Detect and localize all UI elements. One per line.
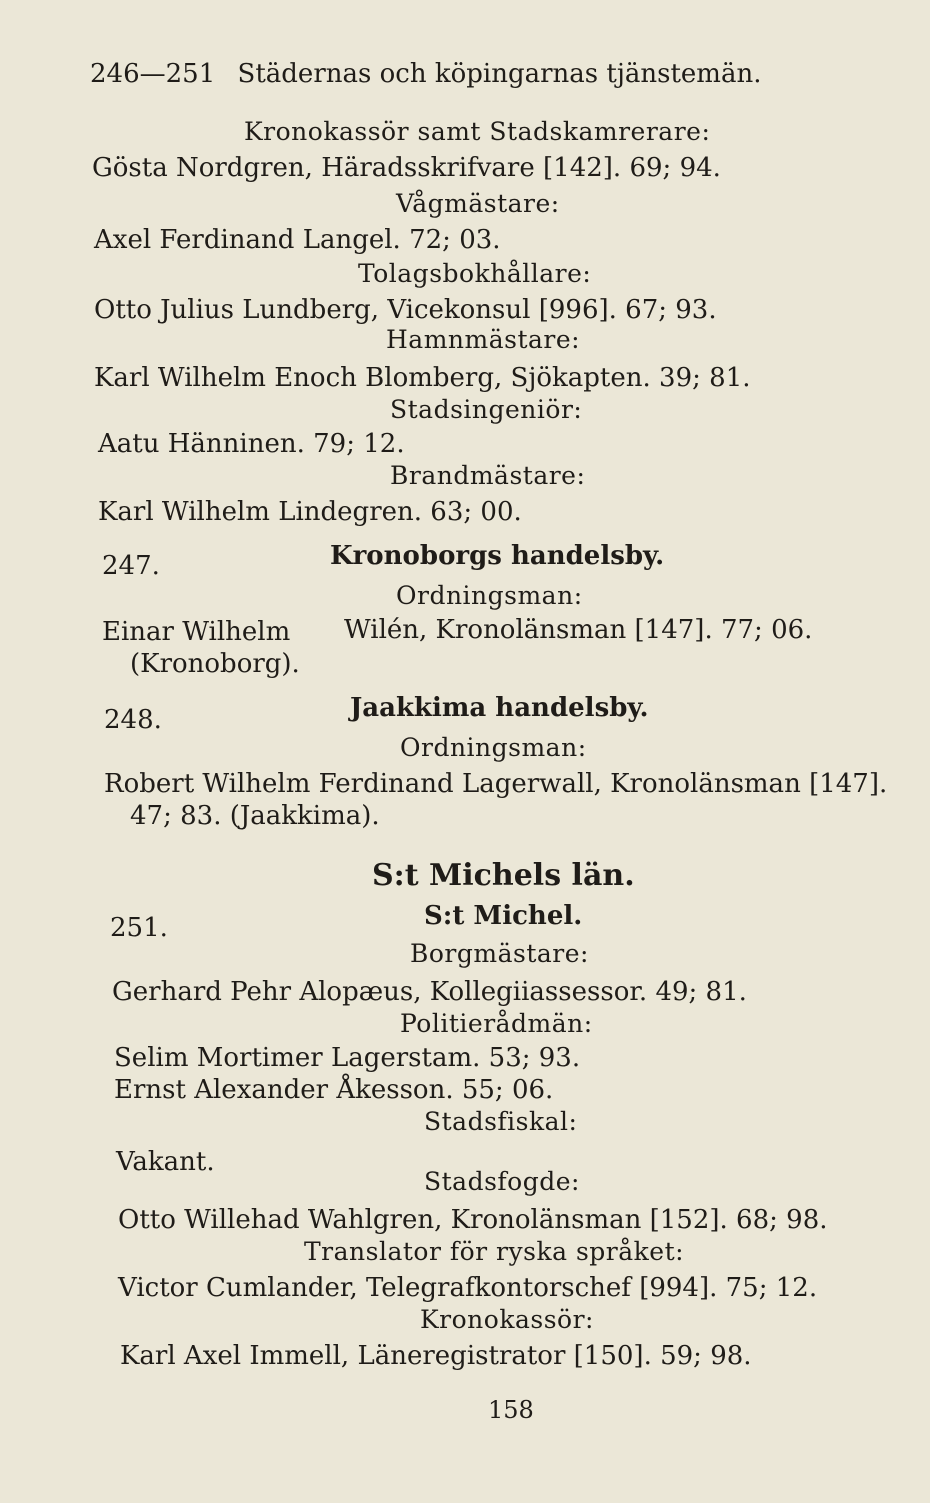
county-heading: S:t Michels län.	[372, 858, 635, 893]
title-stadsfogde: Stadsfogde:	[424, 1167, 580, 1196]
page-number: 158	[488, 1396, 534, 1424]
entry-cumlander: Victor Cumlander, Telegrafkontorschef [994]. 75; 12.	[118, 1273, 818, 1303]
section-number-251: 251.	[110, 913, 168, 943]
section-number-247: 247.	[102, 551, 160, 581]
entry-lagerstam: Selim Mortimer Lagerstam. 53; 93.	[114, 1043, 581, 1073]
title-vagmastare: Vågmästare:	[396, 189, 560, 218]
title-translator: Translator för ryska språket:	[304, 1237, 685, 1266]
entry-lagerwall-b: 47; 83. (Jaakkima).	[130, 801, 380, 831]
place-jaakkima: Jaakkima handelsby.	[350, 693, 649, 723]
title-stadsingenior: Stadsingeniör:	[390, 395, 583, 424]
entry-wilen-a: Einar Wilhelm	[102, 617, 291, 647]
title-borgmastare: Borgmästare:	[410, 939, 589, 968]
section-number-248: 248.	[104, 705, 162, 735]
entry-immell: Karl Axel Immell, Läneregistrator [150]. 59; 98.	[120, 1341, 752, 1371]
entry-wilen-c: (Kronoborg).	[130, 649, 300, 679]
entry-nordgren: Gösta Nordgren, Häradsskrifvare [142]. 69; 94.	[92, 153, 721, 183]
title-kronokassor-stadskamrerare: Kronokassör samt Stadskamrerare:	[244, 117, 711, 146]
title-stadsfiskal: Stadsfiskal:	[424, 1107, 578, 1136]
header-title: Städernas och köpingarnas tjänstemän.	[237, 59, 762, 89]
title-ordningsman-247: Ordningsman:	[396, 581, 583, 610]
entry-wilen-b: Wilén, Kronolänsman [147]. 77; 06.	[344, 615, 813, 645]
header-range: 246—251	[90, 59, 216, 89]
entry-blomberg: Karl Wilhelm Enoch Blomberg, Sjökapten. 39; 81.	[94, 363, 751, 393]
entry-akesson: Ernst Alexander Åkesson. 55; 06.	[114, 1075, 554, 1105]
title-kronokassor: Kronokassör:	[420, 1305, 594, 1334]
title-hamnmastare: Hamnmästare:	[386, 325, 581, 354]
entry-vakant: Vakant.	[116, 1147, 215, 1177]
entry-wahlgren: Otto Willehad Wahlgren, Kronolänsman [152]. 68; 98.	[118, 1205, 828, 1235]
title-brandmastare: Brandmästare:	[390, 461, 586, 490]
place-kronoborg: Kronoborgs handelsby.	[330, 541, 665, 571]
entry-lagerwall-a: Robert Wilhelm Ferdinand Lagerwall, Kronolänsman [147].	[104, 769, 888, 799]
entry-alopaeus: Gerhard Pehr Alopæus, Kollegiiassessor. 49; 81.	[112, 977, 747, 1007]
entry-langel: Axel Ferdinand Langel. 72; 03.	[94, 225, 501, 255]
place-st-michel: S:t Michel.	[424, 901, 583, 931]
title-ordningsman-248: Ordningsman:	[400, 733, 587, 762]
entry-lundberg: Otto Julius Lundberg, Vicekonsul [996]. 67; 93.	[94, 295, 717, 325]
title-tolagsbokhallare: Tolagsbokhållare:	[358, 259, 592, 288]
title-politieradman: Politierådmän:	[400, 1009, 593, 1038]
entry-hanninen: Aatu Hänninen. 79; 12.	[98, 429, 405, 459]
entry-lindegren: Karl Wilhelm Lindegren. 63; 00.	[98, 497, 522, 527]
running-header	[90, 58, 761, 90]
